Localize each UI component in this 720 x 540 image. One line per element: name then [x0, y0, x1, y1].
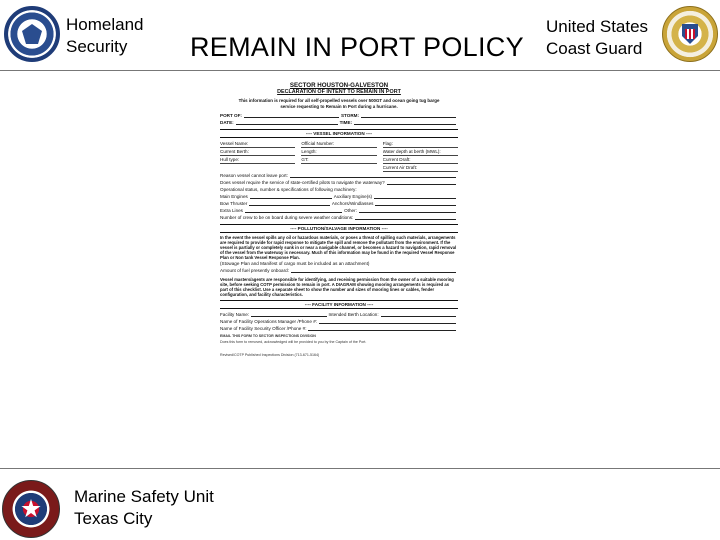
time-label: TIME:	[339, 120, 353, 126]
declaration-form-image	[214, 82, 464, 446]
water-depth-field: Water depth at berth (MWL):	[383, 148, 458, 156]
reason-row	[214, 172, 464, 179]
star-icon	[21, 499, 41, 519]
dhs-org-name	[66, 14, 144, 58]
eagle-icon	[22, 24, 42, 44]
uscg-seal-logo	[662, 6, 718, 62]
vessel-name-field: Vessel Name:	[220, 140, 295, 148]
fuel-row	[214, 267, 464, 274]
current-draft-field: Current Draft:	[383, 156, 458, 164]
slide-title: REMAIN IN PORT POLICY	[190, 32, 524, 62]
port-storm-row	[214, 112, 464, 119]
pollution-paragraph: In the event the vessel spills any oil or hazardous materials, or poses a threat of spilling such materials, arrangements are required to provide for rapid response to mitigate the spill and remove the pollutant from the environment. If the vessel is partially or completely sunk in or near a navigable channel, or becomes a hazard to navigation, rapid removal of the vessel from the waterway is necessary. Much of this information may be found in the required Vessel Response Plan or Non tank Vessel Response Plan.	[220, 234, 457, 260]
storm-label: STORM:	[340, 113, 359, 119]
uscg-org-name	[546, 16, 648, 60]
facility-section-header: ---- FACILITY INFORMATION ----	[220, 300, 458, 309]
pilots-row	[214, 179, 464, 186]
pollution-section-header: ---- POLLUTION/SALVAGE INFORMATION ----	[220, 224, 458, 233]
lines-row	[214, 207, 464, 214]
ops-manager-row	[214, 318, 464, 325]
anchors-label: Anchors/Windlasses	[331, 201, 374, 207]
security-officer-row	[214, 325, 464, 332]
msu-texas-city-logo	[2, 480, 60, 538]
bow-thruster-label: Bow Thruster	[220, 201, 248, 207]
unit-line1: Marine Safety Unit	[74, 487, 214, 506]
engines-row	[214, 193, 464, 200]
facility-name-label: Facility Name:	[220, 312, 250, 318]
header-divider	[0, 70, 720, 71]
date-time-row	[214, 119, 464, 126]
revision-note: Revised/COTP Published Inspections Division (713-671-5164)	[220, 353, 320, 357]
security-officer-label: Name of Facility Security Officer /Phone #:	[220, 326, 307, 332]
form-intro: This information is required for all self-propelled vessels over 500GT and ocean going tug barge service requesting to Remain In Port during a hurricane.	[238, 98, 440, 109]
blank-cell	[220, 164, 295, 171]
form-heading-2: DECLARATION OF INTENT TO REMAIN IN PORT	[277, 89, 401, 95]
dhs-org-line2: Security	[66, 37, 128, 56]
vessel-fields-grid	[214, 140, 464, 172]
date-label: DATE:	[220, 120, 234, 126]
ops-manager-label: Name of Facility Operations Manager /Phone #:	[220, 319, 318, 325]
crew-label: Number of crew to be on board during severe weather conditions:	[220, 215, 354, 221]
approval-note: Does this form to removed, acknowledged will be provided to you by the Captain of the Port.	[220, 340, 367, 345]
extra-lines-label: Extra Lines	[220, 208, 243, 214]
dhs-org-line1: Homeland	[66, 15, 144, 34]
footer-divider	[0, 468, 720, 469]
reason-label: Reason vessel cannot leave port:	[220, 173, 288, 179]
dhs-seal-logo	[4, 6, 60, 62]
flag-field: Flag:	[383, 140, 458, 148]
other-label: Other:	[344, 208, 357, 214]
stowage-row	[214, 260, 464, 267]
unit-line2: Texas City	[74, 509, 153, 528]
aux-engines-label: Auxiliary Engine(s)	[333, 194, 373, 200]
blank-cell	[301, 164, 376, 171]
thruster-row	[214, 200, 464, 207]
fuel-label: Amount of fuel presently onboard:	[220, 268, 289, 274]
length-field: Length:	[301, 148, 376, 156]
uscg-org-line1: United States	[546, 17, 649, 36]
email-note: EMAIL THIS FORM TO SECTOR INSPECTIONS DIVISION	[220, 333, 316, 338]
vessel-section-header: ---- VESSEL INFORMATION ----	[220, 129, 458, 138]
slide-header	[0, 0, 720, 72]
gt-field: GT:	[301, 156, 376, 164]
main-engines-label: Main Engines	[220, 194, 248, 200]
air-draft-field: Current Air Draft:	[383, 164, 458, 172]
stowage-label: (Stowage Plan and Manifest of cargo must be included as an attachment)	[220, 261, 370, 267]
port-of-label: PORT OF:	[220, 113, 242, 119]
official-number-field: Official Number:	[301, 140, 376, 148]
operational-row	[214, 186, 464, 193]
stripes-icon	[685, 29, 695, 39]
intended-berth-label: Intended Berth Location:	[328, 312, 379, 318]
uscg-org-line2: Coast Guard	[546, 39, 643, 58]
pilots-label: Does vessel require the service of state-certified pilots to navigate the waterway?	[220, 180, 385, 186]
unit-name	[74, 486, 214, 530]
form-heading-1: SECTOR HOUSTON-GALVESTON	[289, 82, 389, 89]
facility-pre-paragraph: Vessel masters/agents are responsible for identifying, and receiving permission from the owner of a suitable mooring site, before seeking COTP permission to remain in port. A DIAGRAM showing mooring arrangements is required as part of this checklist. Use a separate sheet to show the number and sizes of mooring lines or cables, fender configuration, and facility characteristics.	[220, 276, 454, 297]
operational-label: Operational status, number & specifications of following machinery:	[220, 187, 357, 193]
facility-name-row	[214, 311, 464, 318]
current-berth-field: Current Berth:	[220, 148, 295, 156]
hull-type-field: Hull type:	[220, 156, 295, 164]
crew-row	[214, 214, 464, 221]
